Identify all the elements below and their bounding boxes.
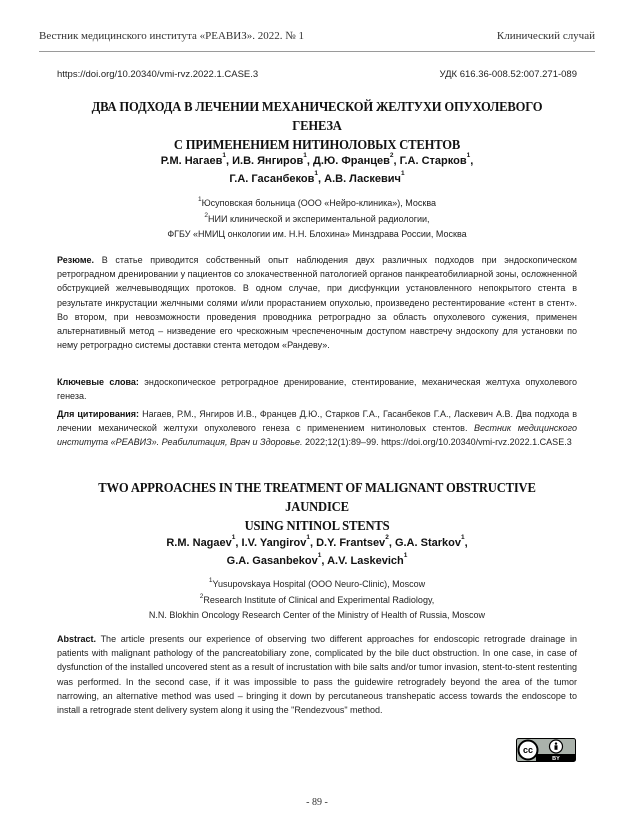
- author-affiliation-sup: 1: [403, 552, 408, 559]
- doi-row: [57, 69, 577, 80]
- person-head: [555, 742, 557, 744]
- author: [313, 152, 400, 167]
- author-separator: ,: [306, 155, 313, 167]
- author-separator: ,: [226, 155, 233, 167]
- en-title: [68, 479, 567, 536]
- person-body: [555, 745, 558, 750]
- affil-sup: 1: [197, 196, 202, 203]
- ru-citation-doi[interactable]: https://doi.org/10.20340/vmi-rvz.2022.1.CASE.3: [381, 437, 572, 448]
- affil-text: ФГБУ «НМИЦ онкологии им. Н.Н. Блохина» Минздрава России, Москва: [167, 229, 467, 239]
- header-rule: [39, 51, 595, 52]
- ru-keywords-text: эндоскопическое ретроградное дренирование, стентирование, механическая желтуха опухолевого генеза.: [57, 377, 577, 402]
- author-separator: ,: [388, 537, 395, 549]
- en-affiliation-3: [40, 608, 594, 624]
- ru-citation: [57, 407, 577, 450]
- author-name: А.В. Ласкевич: [324, 173, 401, 185]
- author-separator: ,: [318, 173, 325, 185]
- ru-authors-line-2: [40, 170, 594, 188]
- en-authors-line-2: [40, 552, 594, 570]
- author: [399, 152, 474, 167]
- author: [324, 170, 405, 185]
- ru-keywords-label: Ключевые слова:: [57, 377, 139, 387]
- section-name: Клинический случай: [496, 30, 595, 42]
- en-affiliation-1: [40, 577, 594, 593]
- author: [226, 552, 328, 567]
- en-affiliation-2: [40, 593, 594, 609]
- author: [232, 152, 313, 167]
- ru-authors-line-1: [40, 152, 594, 170]
- affil-text: N.N. Blokhin Oncology Research Center of the Ministry of Health of Russia, Moscow: [148, 610, 486, 620]
- author: [241, 534, 317, 549]
- page-number: - 89 -: [306, 797, 328, 808]
- affil-sup: 1: [208, 577, 213, 584]
- ru-affiliation-2: [40, 212, 594, 228]
- en-authors-line-1: [40, 534, 594, 552]
- doi-link[interactable]: https://doi.org/10.20340/vmi-rvz.2022.1.CASE.3: [57, 69, 259, 80]
- author-name: И.В. Янгиров: [232, 155, 304, 167]
- author-separator: ,: [309, 537, 317, 549]
- affil-sup: 2: [204, 211, 209, 219]
- en-abstract: [57, 632, 577, 717]
- author: [160, 152, 233, 167]
- ru-affiliations: [40, 196, 594, 243]
- ru-abstract-label: Резюме.: [57, 255, 94, 265]
- affil-sup: 2: [199, 592, 204, 600]
- ru-affiliation-3: [40, 227, 594, 243]
- author-name: R.M. Nagaev: [166, 537, 232, 549]
- author-affiliation-sup: 1: [303, 152, 307, 159]
- ru-citation-text: Нагаев, Р.М., Янгиров И.В., Францев Д.Ю., Старков Г.А., Гасанбеков Г.А., Ласкевич А.В. Два подхода в лечении механической желтухи опухолевого генеза с применением нитиноловых стентов.: [57, 409, 577, 434]
- author: [229, 170, 325, 185]
- author-name: D.Y. Frantsev: [316, 537, 386, 549]
- author-separator: ,: [470, 155, 474, 167]
- author: [394, 534, 468, 549]
- affil-text: Yusupovskaya Hospital (OOO Neuro-Clinic), Moscow: [212, 579, 426, 589]
- author-separator: ,: [321, 555, 328, 567]
- author-affiliation-sup: 1: [317, 552, 322, 559]
- author-name: A.V. Laskevich: [327, 555, 404, 567]
- en-affiliations: [40, 577, 594, 624]
- ru-authors: [40, 152, 594, 188]
- author-separator: ,: [393, 155, 400, 167]
- journal-name: Вестник медицинского института «РЕАВИЗ». 2022. № 1: [39, 30, 304, 42]
- author-name: Г.А. Гасанбеков: [229, 173, 315, 185]
- ru-title-line-2: С ПРИМЕНЕНИЕМ НИТИНОЛОВЫХ СТЕНТОВ: [173, 138, 461, 153]
- by-label: BY: [552, 756, 560, 762]
- udk-code: УДК 616.36-008.52:007.271-089: [439, 69, 577, 80]
- en-abstract-label: Abstract.: [57, 634, 97, 644]
- ru-affiliation-1: [40, 196, 594, 212]
- author-affiliation-sup: 1: [460, 534, 465, 541]
- author-name: G.A. Starkov: [394, 537, 461, 549]
- ru-title: [68, 98, 567, 155]
- en-abstract-text: The article presents our experience of observing two different approaches for endoscopic retrograde drainage in patients with malignant pathology of the pancreatobiliary zone, complicated by the bile duct obstruction. In one case, in case of dysfunction of the installed uncovered stent as a result of incrustation with bile salts and/or tumor invasion, stent-to-stent restenting was performed. In the second case, if it was impossible to pass the guidewire retrogradely beyond the area of the tumor narrowing, an alternative method was used – bringing it down by percutaneous transhepatic access towards the endoscope to install a retrograde stent delivery system along it using the "Rendezvous" method.: [57, 634, 577, 716]
- affil-text: Research Institute of Clinical and Experimental Radiology,: [203, 594, 435, 605]
- author-affiliation-sup: 1: [400, 170, 405, 177]
- author-separator: ,: [464, 537, 468, 549]
- author-name: I.V. Yangirov: [241, 537, 307, 549]
- cc-by-license-badge[interactable]: [516, 738, 576, 762]
- author-separator: ,: [235, 537, 242, 549]
- author-affiliation-sup: 1: [306, 534, 310, 541]
- ru-keywords: [57, 375, 577, 403]
- author-name: G.A. Gasanbekov: [226, 555, 318, 567]
- author-affiliation-sup: 1: [231, 534, 236, 541]
- author-name: Г.А. Старков: [399, 155, 467, 167]
- ru-citation-label: Для цитирования:: [57, 409, 140, 419]
- author-affiliation-sup: 1: [466, 152, 471, 159]
- ru-citation-tail: 2022;12(1):89–99.: [305, 437, 379, 448]
- en-title-line-1: TWO APPROACHES IN THE TREATMENT OF MALIGNANT OBSTRUCTIVE JAUNDICE: [98, 481, 536, 515]
- author-name: Р.М. Нагаев: [160, 155, 223, 167]
- ru-citation-journal: Вестник медицинского института «РЕАВИЗ». Реабилитация, Врач и Здоровье.: [57, 423, 577, 448]
- affil-text: Юсуповская больница (ООО «Нейро-клиника»), Москва: [201, 198, 437, 208]
- author: [316, 534, 395, 549]
- ru-abstract: [57, 253, 577, 352]
- author-name: Д.Ю. Францев: [313, 155, 390, 167]
- author-affiliation-sup: 2: [385, 534, 389, 541]
- author: [327, 552, 408, 567]
- running-header: [39, 30, 595, 46]
- ru-abstract-text: В статье приводится собственный опыт наблюдения двух различных подходов при эндоскопическом ретроградном дренировании у пациентов со злокачественной патологией органов панкреатобилиарной зоны, осложненной обструкцией желчевыводящих протоков. В одном случае, при дисфункции установленного непокрытого стента в результате инкрустации желчными солями и/или прорастанием опухолью, произведено рестентирование «стент в стент». Во втором, при невозможности проведения проводника ретроградно за область опухолевого сужения, применен альтернативный метод – низведение его чрескожным чреспеченочным доступом навстречу эндоскопу для установки по нему ретроградно системы доставки стента методом «Рандеву».: [57, 255, 577, 351]
- affil-text: НИИ клинической и экспериментальной радиологии,: [208, 213, 430, 224]
- en-authors: [40, 534, 594, 570]
- en-title-line-2: USING NITINOL STENTS: [244, 519, 390, 534]
- ru-title-line-1: ДВА ПОДХОДА В ЛЕЧЕНИИ МЕХАНИЧЕСКОЙ ЖЕЛТУХИ ОПУХОЛЕВОГО ГЕНЕЗА: [91, 100, 543, 134]
- author-affiliation-sup: 1: [222, 152, 226, 159]
- author-affiliation-sup: 1: [314, 170, 318, 177]
- author-affiliation-sup: 2: [389, 152, 394, 159]
- cc-icon-text: cc: [522, 745, 534, 755]
- author: [166, 534, 242, 549]
